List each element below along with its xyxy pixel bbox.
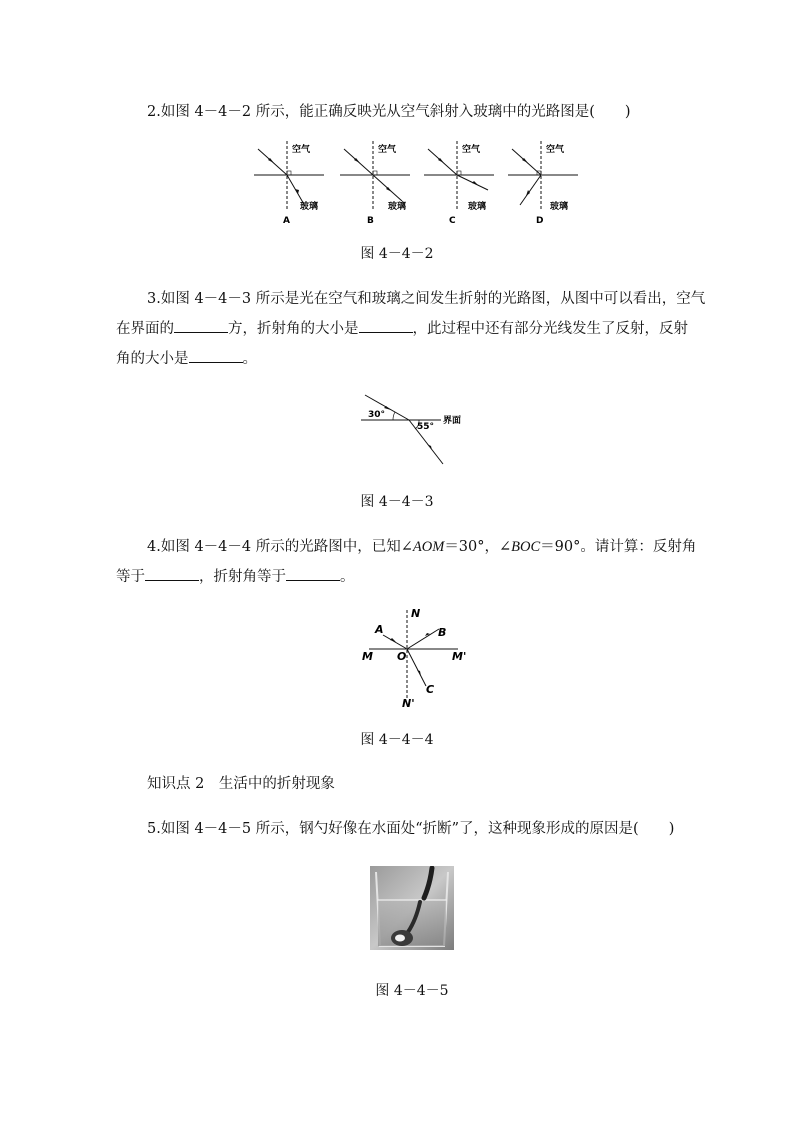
caption-4-4-4: 图 4－4－4 xyxy=(360,732,434,748)
glass-label-c: 玻璃 xyxy=(468,202,487,212)
glass-label-a: 玻璃 xyxy=(300,202,319,212)
interface-label: 界面 xyxy=(443,416,462,426)
label-m: M xyxy=(362,650,373,663)
air-label-d: 空气 xyxy=(546,145,565,155)
glass-label-d: 玻璃 xyxy=(550,202,569,212)
figure-4-4-3 xyxy=(355,392,480,467)
question-2-close-paren: ) xyxy=(624,104,631,120)
label-o: O xyxy=(397,650,407,663)
figure-4-4-4 xyxy=(355,602,475,714)
option-c-label: C xyxy=(449,216,456,226)
blank-4-2[interactable] xyxy=(286,564,340,581)
question-2 xyxy=(147,97,667,127)
diagram-option-c xyxy=(424,141,494,226)
spoon-in-glass-photo xyxy=(370,866,454,950)
blank-4-1[interactable] xyxy=(145,564,199,581)
air-label-c: 空气 xyxy=(462,145,481,155)
blank-3-1[interactable] xyxy=(174,316,228,333)
air-label-a: 空气 xyxy=(292,145,311,155)
label-c: C xyxy=(426,683,435,696)
caption-4-4-3: 图 4－4－3 xyxy=(360,494,434,510)
air-label-b: 空气 xyxy=(378,145,397,155)
section-heading: 知识点 2 生活中的折射现象 xyxy=(147,776,335,792)
angle-30-label: 30° xyxy=(368,410,386,420)
option-d-label: D xyxy=(536,216,544,226)
figure-4-4-2 xyxy=(250,138,590,230)
blank-3-2[interactable] xyxy=(359,316,413,333)
question-3 xyxy=(147,284,707,314)
blank-3-3[interactable] xyxy=(189,346,243,363)
label-n-prime: N' xyxy=(402,697,415,710)
option-b-label: B xyxy=(367,216,374,226)
caption-4-4-5: 图 4－4－5 xyxy=(375,983,449,999)
angle-55-label: 55° xyxy=(417,422,435,432)
diagram-option-d xyxy=(508,141,578,226)
question-5-text: 5.如图 4－4－5 所示，钢勺好像在水面处“折断”了，这种现象形成的原因是( xyxy=(147,821,639,837)
question-4-line-2: 等于 ，折射角等于 。 xyxy=(116,562,355,592)
question-2-text: 2.如图 4－4－2 所示，能正确反映光从空气斜射入玻璃中的光路图是( xyxy=(147,104,595,120)
question-3-line-1: 3.如图 4－4－3 所示是光在空气和玻璃之间发生折射的光路图，从图中可以看出，空气 xyxy=(147,291,706,307)
diagram-option-a xyxy=(254,141,324,226)
label-a: A xyxy=(375,623,384,636)
caption-4-4-2: 图 4－4－2 xyxy=(360,246,434,262)
question-3-line-3: 角的大小是 。 xyxy=(116,344,257,374)
question-5-close-paren: ) xyxy=(668,821,675,837)
option-a-label: A xyxy=(283,216,290,226)
question-3-line-2: 在界面的 方，折射角的大小是 ，此过程中还有部分光线发生了反射，反射 xyxy=(116,314,688,344)
label-b: B xyxy=(438,626,447,639)
question-4-line-1: 4.如图 4－4－4 所示的光路图中，已知∠AOM＝30°，∠BOC＝90°。请计算：反射角 xyxy=(147,539,697,555)
glass-label-b: 玻璃 xyxy=(388,202,407,212)
label-n: N xyxy=(411,607,421,620)
diagram-option-b xyxy=(340,141,410,226)
label-m-prime: M' xyxy=(452,650,467,663)
question-5 xyxy=(147,814,707,844)
